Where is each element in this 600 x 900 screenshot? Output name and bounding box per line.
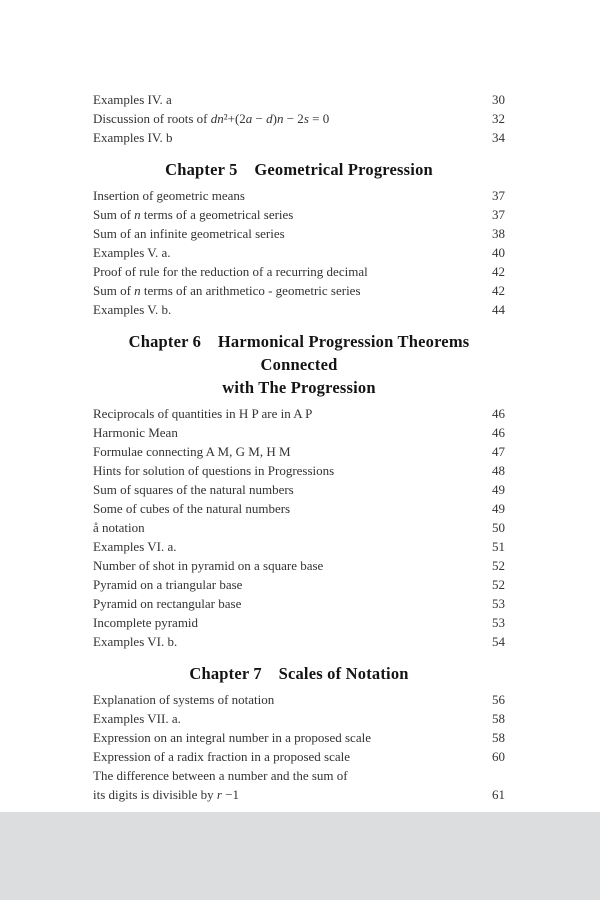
toc-entry-page: 60: [492, 749, 505, 764]
toc-entry-title: Examples VI. b.: [93, 634, 178, 649]
toc-entry: [93, 613, 505, 632]
toc-entry: [93, 224, 505, 243]
toc-entry-title: Pyramid on a triangular base: [93, 577, 243, 592]
toc-entry-title: Sum of an infinite geometrical series: [93, 226, 285, 241]
chapter-heading: [93, 662, 505, 685]
toc-entry-title: Examples VII. a.: [93, 711, 181, 726]
toc-entry: [93, 728, 505, 747]
toc-entry-page: 52: [492, 577, 505, 592]
chapter-heading-line: Chapter 6 Harmonical Progression Theorems Connected: [128, 332, 470, 374]
toc-entry-page: 37: [492, 188, 505, 203]
toc-entry-page: 51: [492, 539, 505, 554]
toc-entry: [93, 690, 505, 709]
toc-entry-page: 53: [492, 615, 505, 630]
toc-entry-page: 56: [492, 692, 505, 707]
toc-entry-page: 38: [492, 226, 505, 241]
toc-entry-page: 50: [492, 520, 505, 535]
toc-entry-title: Examples IV. a: [93, 92, 172, 107]
toc-entry: [93, 594, 505, 613]
toc-entry-title: Examples VI. a.: [93, 539, 177, 554]
toc-entry-title: Pyramid on rectangular base: [93, 596, 242, 611]
toc-entry-title: The difference between a number and the sum of: [93, 768, 348, 783]
toc-entry-title: Proof of rule for the reduction of a recurring decimal: [93, 264, 368, 279]
toc-entry-page: 42: [492, 283, 505, 298]
chapter-heading-line: Chapter 7 Scales of Notation: [189, 664, 409, 683]
toc-entry-title: Examples V. a.: [93, 245, 171, 260]
toc-entry-page: 32: [492, 111, 505, 126]
toc-entry-title: Number of shot in pyramid on a square base: [93, 558, 324, 573]
toc-entry: [93, 205, 505, 224]
toc-entry-page: 48: [492, 463, 505, 478]
toc-entry-page: 37: [492, 207, 505, 222]
toc-entry-title: Expression on an integral number in a proposed scale: [93, 730, 371, 745]
toc-entry: [93, 461, 505, 480]
toc-entry-title: Sum of n terms of a geometrical series: [93, 207, 294, 222]
toc-entry: [93, 556, 505, 575]
chapter-heading: [93, 330, 505, 399]
toc-entry-title: Examples V. b.: [93, 302, 172, 317]
toc-entry: [93, 747, 505, 766]
toc-entry: [93, 785, 505, 804]
toc-entry-page: 52: [492, 558, 505, 573]
toc-entry: [93, 186, 505, 205]
toc-entry: [93, 442, 505, 461]
toc-entry: [93, 243, 505, 262]
toc-entry: [93, 90, 505, 109]
toc-entry: [93, 709, 505, 728]
toc-entry-title: Sum of squares of the natural numbers: [93, 482, 294, 497]
toc-entry: [93, 404, 505, 423]
toc-entry-page: 40: [492, 245, 505, 260]
toc-entry: [93, 575, 505, 594]
toc-entry-page: 47: [492, 444, 505, 459]
toc-entry: [93, 281, 505, 300]
toc-entry-title: Some of cubes of the natural numbers: [93, 501, 291, 516]
chapter-heading-line: Chapter 5 Geometrical Progression: [165, 160, 433, 179]
toc-entry: [93, 480, 505, 499]
toc-entry-title: Expression of a radix fraction in a proposed scale: [93, 749, 351, 764]
toc-entry-title: Incomplete pyramid: [93, 615, 199, 630]
toc-entry-title: Hints for solution of questions in Progressions: [93, 463, 335, 478]
toc-entry-title: Discussion of roots of dn²+(2a − d)n − 2s = 0: [93, 111, 330, 126]
toc-entry-page: 42: [492, 264, 505, 279]
toc-entry-title: Examples IV. b: [93, 130, 173, 145]
toc-entry-title: Sum of n terms of an arithmetico - geometric series: [93, 283, 361, 298]
toc-entry-title: its digits is divisible by r −1: [93, 787, 240, 802]
toc-entry: [93, 300, 505, 319]
toc-entry-title: Explanation of systems of notation: [93, 692, 275, 707]
toc-entry: [93, 499, 505, 518]
toc-entry: [93, 423, 505, 442]
toc-entry-page: 54: [492, 634, 505, 649]
toc-entry-title: Reciprocals of quantities in H P are in A P: [93, 406, 313, 421]
toc-entry-page: 46: [492, 425, 505, 440]
toc-entry-page: 30: [492, 92, 505, 107]
toc-entry-page: 49: [492, 482, 505, 497]
toc-entry-page: 61: [492, 787, 505, 802]
toc-entry-page: 34: [492, 130, 505, 145]
toc-entry-title: Formulae connecting A M, G M, H M: [93, 444, 291, 459]
toc-entry: [93, 128, 505, 147]
toc-content: [93, 90, 505, 804]
toc-entry-page: 58: [492, 711, 505, 726]
toc-entry: [93, 766, 505, 785]
chapter-heading-line: with The Progression: [222, 378, 376, 397]
chapter-heading: [93, 158, 505, 181]
toc-entry-page: 44: [492, 302, 505, 317]
toc-entry: [93, 109, 505, 128]
toc-entry-page: 53: [492, 596, 505, 611]
toc-entry: [93, 518, 505, 537]
toc-entry-page: 58: [492, 730, 505, 745]
toc-entry-title: å notation: [93, 520, 145, 535]
background-strip: [0, 812, 600, 900]
toc-entry-title: Harmonic Mean: [93, 425, 178, 440]
toc-entry-page: 46: [492, 406, 505, 421]
toc-entry-page: 49: [492, 501, 505, 516]
toc-entry: [93, 262, 505, 281]
toc-entry: [93, 537, 505, 556]
toc-entry: [93, 632, 505, 651]
toc-entry-title: Insertion of geometric means: [93, 188, 245, 203]
